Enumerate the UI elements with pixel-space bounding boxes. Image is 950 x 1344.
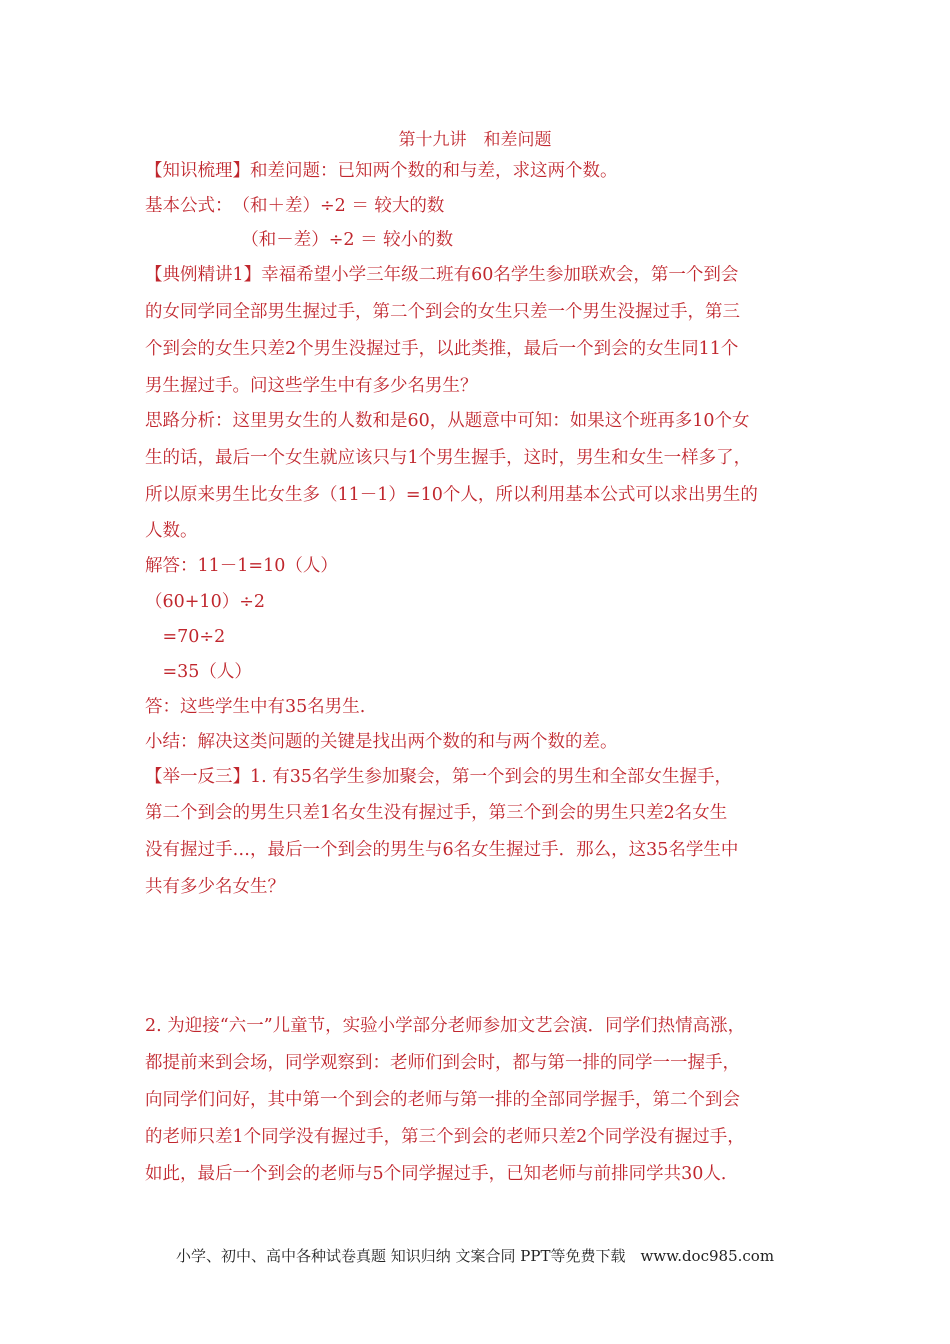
formula-larger-line: 基本公式： （和＋差）÷2 ＝ 较大的数: [145, 196, 445, 216]
practice-1-line: 第二个到会的男生只差1名女生没有握过手，第三个到会的男生只差2名女生: [145, 803, 728, 823]
analysis-text-line: 思路分析：这里男女生的人数和是60，从题意中可知：如果这个班再多10个女: [145, 411, 750, 431]
example-text-line: 的女同学同全部男生握过手，第二个到会的女生只差一个男生没握过手，第三: [145, 302, 740, 322]
practice-2-line: 的老师只差1个同学没有握过手，第三个到会的老师只差2个同学没有握过手，: [145, 1127, 745, 1147]
page-footer: 小学、初中、高中各种试卷真题 知识归纳 文案合同 PPT等免费下载 www.doc985.com: [175, 1247, 775, 1265]
practice-2-line: 向同学们问好，其中第一个到会的老师与第一排的全部同学握手，第二个到会: [145, 1090, 740, 1110]
knowledge-summary-line: 【知识梳理】和差问题：已知两个数的和与差，求这两个数。: [145, 161, 618, 181]
formula-smaller-line: （和－差）÷2 ＝ 较小的数: [145, 230, 454, 250]
practice-2-line: 2. 为迎接“六一”儿童节，实验小学部分老师参加文艺会演．同学们热情高涨，: [145, 1016, 746, 1036]
practice-1-line: 没有握过手…，最后一个到会的男生与6名女生握过手．那么，这35名学生中: [145, 840, 739, 860]
page-title: 第十九讲 和差问题: [398, 130, 552, 150]
solution-line: 解答：11－1=10（人）: [145, 556, 338, 576]
analysis-text-line: 人数。: [145, 521, 198, 541]
summary-line: 小结：解决这类问题的关键是找出两个数的和与两个数的差。: [145, 732, 618, 752]
example-text-line: 男生握过手。问这些学生中有多少名男生？: [145, 376, 478, 396]
example-text-line: 【典例精讲1】幸福希望小学三年级二班有60名学生参加联欢会，第一个到会: [145, 265, 739, 285]
answer-line: 答：这些学生中有35名男生.: [145, 697, 366, 717]
practice-2-line: 都提前来到会场，同学观察到：老师们到会时，都与第一排的同学一一握手，: [145, 1053, 740, 1073]
analysis-text-line: 所以原来男生比女生多（11－1）=10个人，所以利用基本公式可以求出男生的: [145, 485, 758, 505]
solution-line: （60+10）÷2: [145, 592, 265, 612]
solution-line: =70÷2: [145, 627, 226, 647]
example-text-line: 个到会的女生只差2个男生没握过手，以此类推，最后一个到会的女生同11个: [145, 339, 739, 359]
practice-1-line: 共有多少名女生？: [145, 877, 285, 897]
solution-line: =35（人）: [145, 662, 252, 682]
practice-1-line: 【举一反三】1. 有35名学生参加聚会，第一个到会的男生和全部女生握手，: [145, 767, 733, 787]
analysis-text-line: 生的话，最后一个女生就应该只与1个男生握手，这时，男生和女生一样多了，: [145, 448, 752, 468]
practice-2-line: 如此，最后一个到会的老师与5个同学握过手，已知老师与前排同学共30人．: [145, 1164, 739, 1184]
